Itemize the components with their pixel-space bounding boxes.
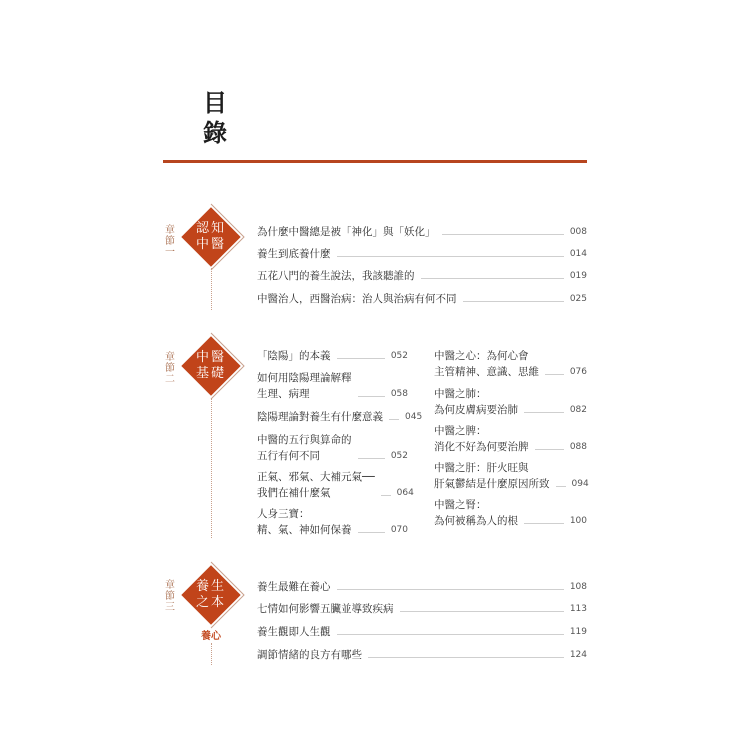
chapter-3-number: 章 節 三 — [165, 580, 175, 613]
toc-entry[interactable]: 正氣、邪氣、大補元氣── 我們在補什麼氣 064 — [257, 471, 414, 499]
toc-entry[interactable]: 養生觀即人生觀 119 — [257, 626, 587, 638]
title-rule — [163, 160, 587, 163]
chapter-3-sub-label: 養心 — [201, 631, 221, 642]
chapter-3-dotted-line — [211, 643, 212, 665]
toc-entry[interactable]: 如何用陰陽理論解釋 生理、病理 058 — [257, 372, 408, 400]
toc-entry[interactable]: 中醫之肺： 為何皮膚病要治肺 082 — [434, 388, 587, 416]
chapter-1-number: 章 節 一 — [165, 225, 175, 258]
toc-entry[interactable]: 養生最難在養心 108 — [257, 581, 587, 593]
toc-entry[interactable]: 陰陽理論對養生有什麼意義 045 — [257, 411, 423, 423]
toc-entry[interactable]: 中醫之肝：肝火旺與 肝氣鬱結是什麼原因所致 094 — [434, 462, 589, 490]
toc-entry[interactable]: 中醫之脾： 消化不好為何要治脾 088 — [434, 425, 587, 453]
chapter-2-badge[interactable]: 中醫 基礎 — [181, 336, 241, 396]
toc-entry[interactable]: 為什麼中醫總是被「神化」與「妖化」 008 — [257, 226, 587, 238]
toc-entry[interactable]: 中醫之腎： 為何被稱為人的根 100 — [434, 499, 587, 527]
toc-entry[interactable]: 「陰陽」的本義 052 — [257, 350, 408, 362]
toc-entry[interactable]: 中醫的五行與算命的 五行有何不同 052 — [257, 434, 408, 462]
toc-entry[interactable]: 人身三寶： 精、氣、神如何保養 070 — [257, 508, 408, 536]
toc-entry[interactable]: 七情如何影響五臟並導致疾病 113 — [257, 603, 587, 615]
chapter-1-badge[interactable]: 認知 中醫 — [181, 207, 241, 267]
toc-entry[interactable]: 中醫之心：為何心會 主管精神、意識、思維 076 — [434, 350, 587, 378]
toc-entry[interactable]: 養生到底養什麼 014 — [257, 248, 587, 260]
toc-entry[interactable]: 調節情緒的良方有哪些 124 — [257, 649, 587, 661]
page-title: 目 錄 — [203, 88, 227, 147]
chapter-2-number: 章 節 二 — [165, 352, 175, 385]
toc-entry[interactable]: 五花八門的養生說法，我該聽誰的 019 — [257, 270, 587, 282]
chapter-1-dotted-line — [211, 268, 212, 310]
toc-entry[interactable]: 中醫治人，西醫治病：治人與治病有何不同 025 — [257, 293, 587, 305]
chapter-3-badge[interactable]: 養生 之本 — [181, 565, 241, 625]
chapter-2-dotted-line — [211, 398, 212, 538]
